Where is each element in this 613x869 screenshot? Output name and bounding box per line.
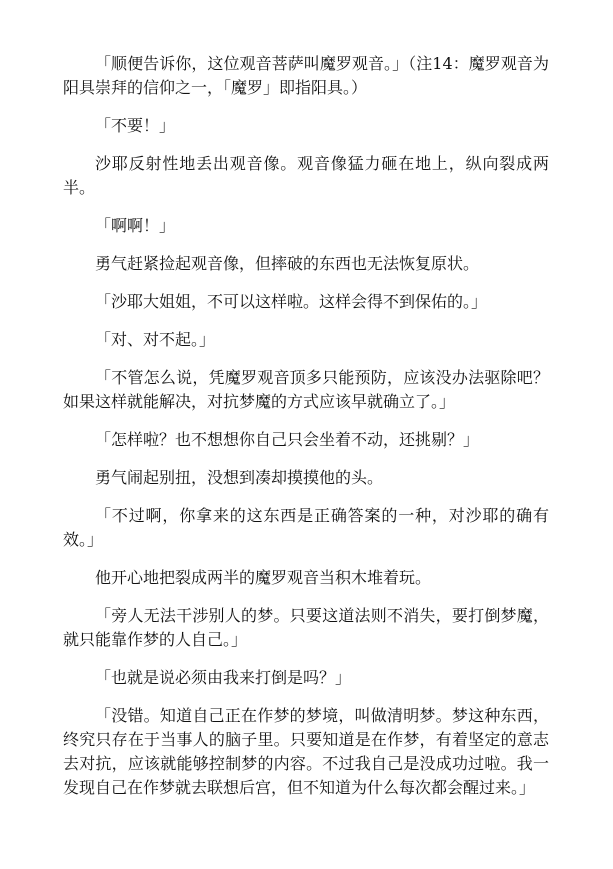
paragraph: 「旁人无法干涉别人的梦。只要这道法则不消失，要打倒梦魔，就只能靠作梦的人自己。」	[63, 606, 549, 649]
paragraph: 「不要！」	[95, 116, 176, 135]
paragraph: 「不管怎么说，凭魔罗观音顶多只能预防，应该没办法驱除吧？如果这样就能解决，对抗梦魔的方式应该早就确立了。」	[63, 368, 549, 411]
paragraph: 「沙耶大姐姐，不可以这样啦。这样会得不到保佑的。」	[95, 292, 488, 311]
paragraph: 「也就是说必须由我来打倒是吗？」	[95, 668, 352, 687]
paragraph: 勇气闹起别扭，没想到凑却摸摸他的头。	[95, 468, 384, 487]
paragraph: 沙耶反射性地丢出观音像。观音像猛力砸在地上，纵向裂成两半。	[63, 154, 549, 197]
paragraph: 勇气赶紧捡起观音像，但摔破的东西也无法恢复原状。	[95, 254, 480, 273]
paragraph: 「对、对不起。」	[95, 330, 216, 349]
paragraph: 「顺便告诉你，这位观音菩萨叫魔罗观音。」（注14：魔罗观音为阳具崇拜的信仰之一，「魔罗」即指阳具。）	[63, 54, 549, 97]
paragraph: 「啊啊！」	[95, 216, 176, 235]
paragraph: 「没错。知道自己正在作梦的梦境，叫做清明梦。梦这种东西，终究只存在于当事人的脑子里。只要知道是在作梦，有着坚定的意志去对抗，应该就能够控制梦的内容。不过我自己是没成功过啦。我一发现自己在作梦就去联想后宫，但不知道为什么每次都会醒过来。」	[63, 706, 549, 797]
paragraph: 「怎样啦？也不想想你自己只会坐着不动，还挑剔？」	[95, 430, 480, 449]
paragraph: 他开心地把裂成两半的魔罗观音当积木堆着玩。	[95, 568, 432, 587]
page-body	[63, 52, 549, 814]
paragraph: 「不过啊，你拿来的这东西是正确答案的一种，对沙耶的确有效。」	[63, 506, 549, 549]
